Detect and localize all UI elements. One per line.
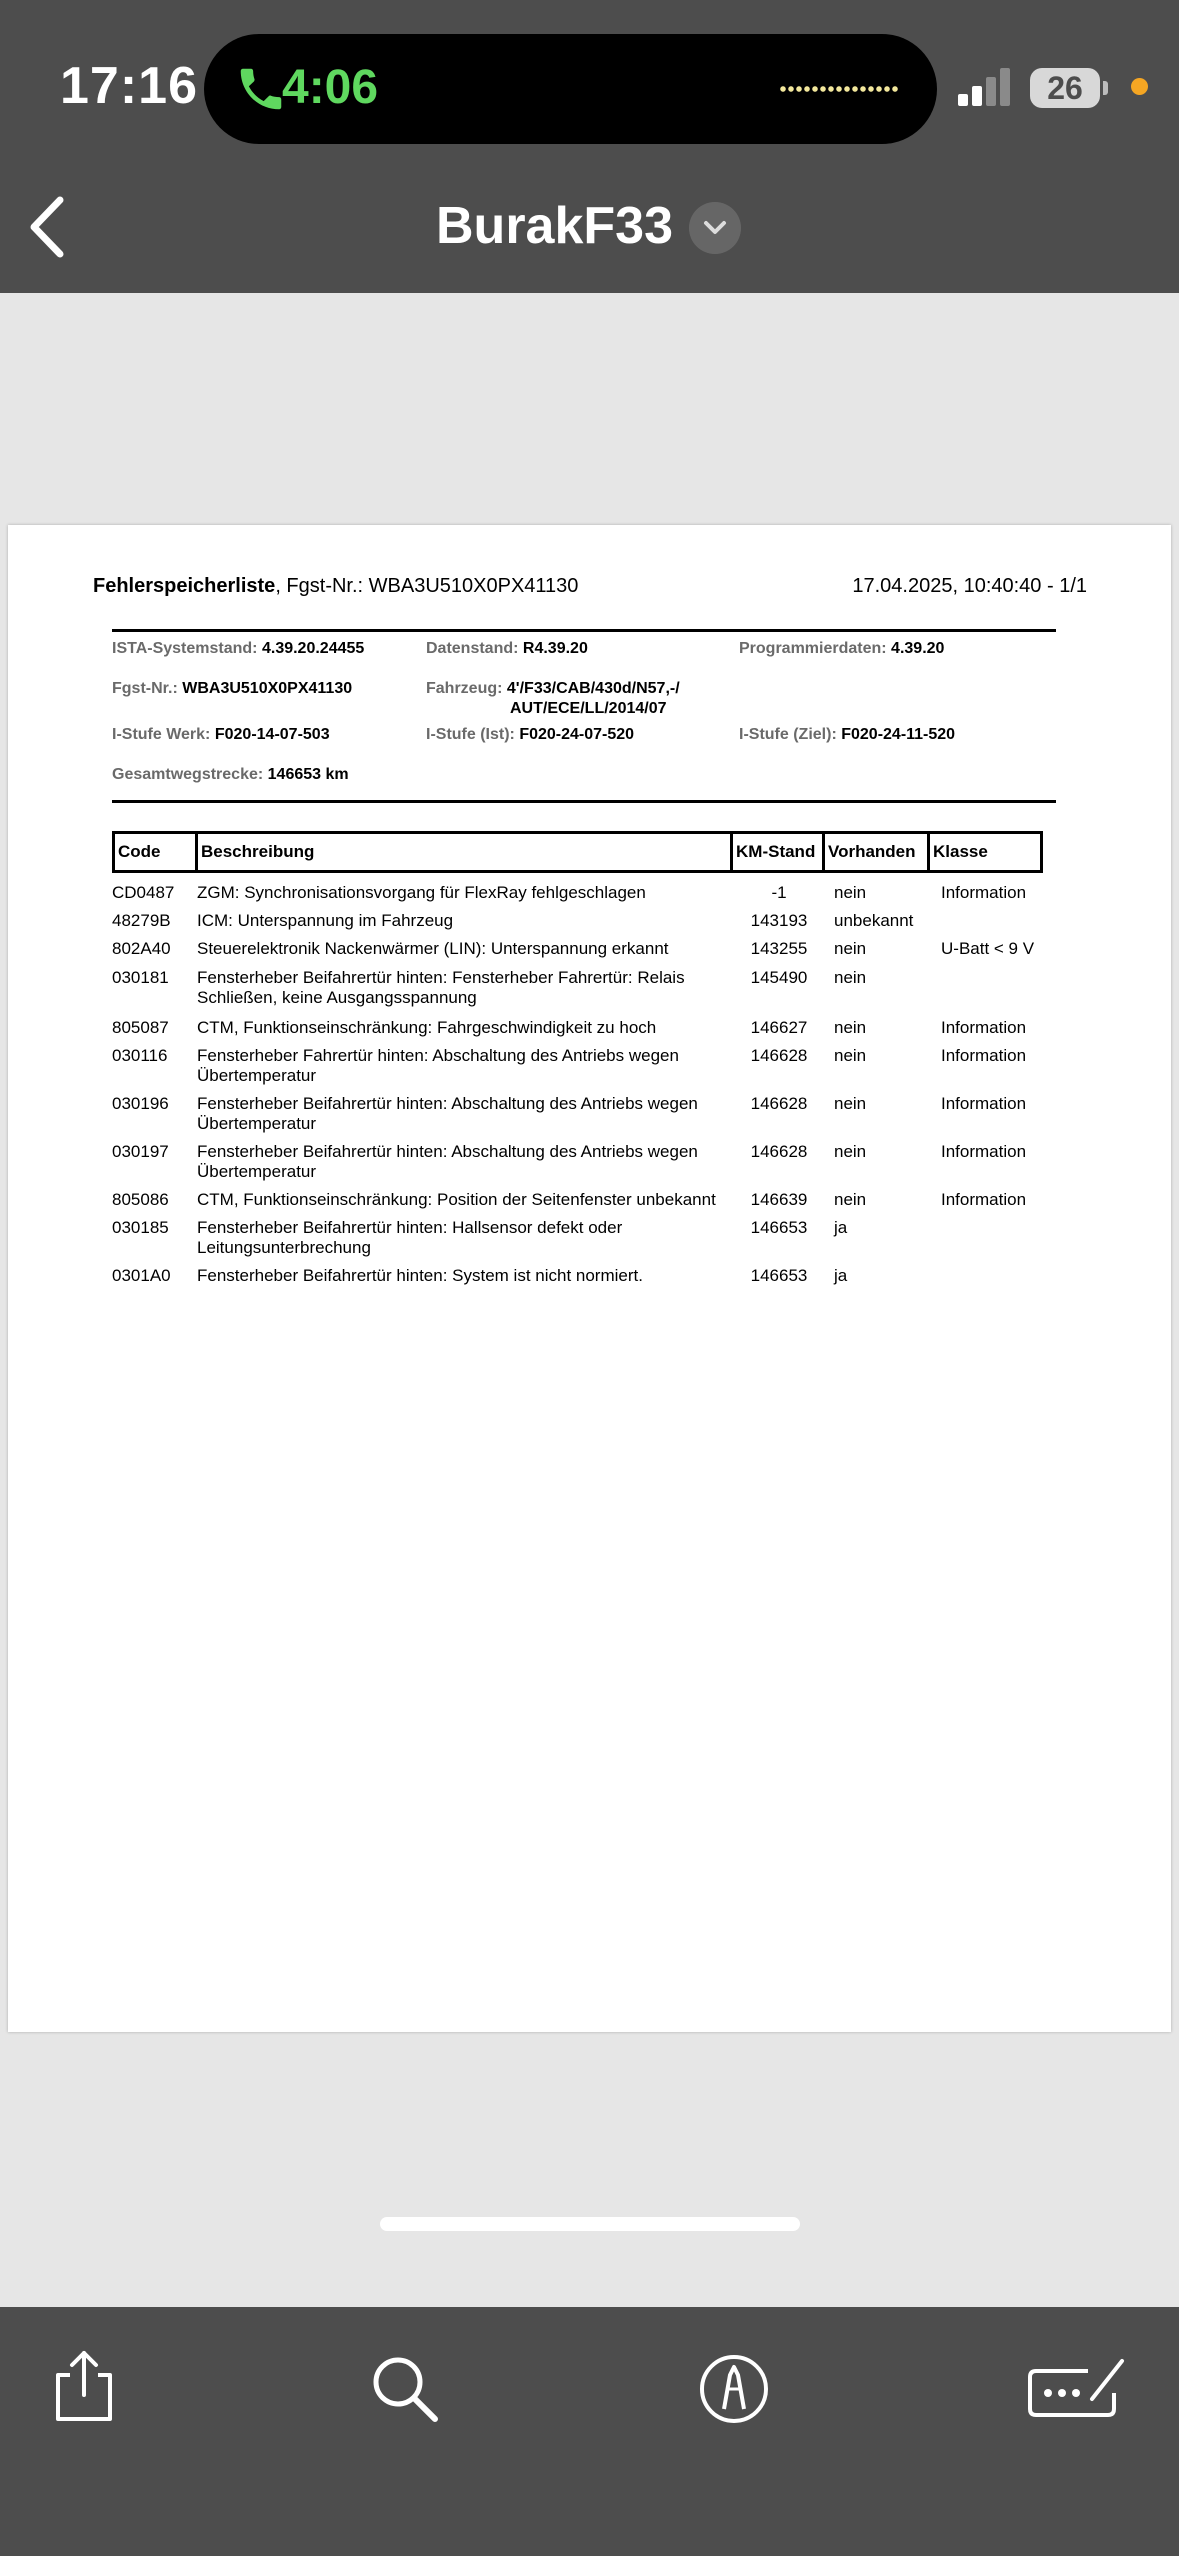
cell-description: Fensterheber Beifahrertür hinten: Abschaltung des Antriebs wegen Übertemperatur xyxy=(197,1142,698,1181)
cell-km: 146653 xyxy=(750,1218,808,1237)
status-time: 17:16 xyxy=(60,57,198,115)
info-datenstand: Datenstand: R4.39.20 xyxy=(426,640,588,657)
cell-description: Fensterheber Beifahrertür hinten: Hallsensor defekt oder Leitungsunterbrechung xyxy=(197,1218,623,1257)
cell-code: 802A40 xyxy=(112,939,171,958)
cell-vorhanden: ja xyxy=(834,1266,848,1285)
cell-description: CTM, Funktionseinschränkung: Fahrgeschwindigkeit zu hoch xyxy=(197,1018,657,1037)
bottom-toolbar xyxy=(0,2307,1179,2556)
cell-description: ICM: Unterspannung im Fahrzeug xyxy=(197,911,454,930)
cell-vorhanden: ja xyxy=(834,1218,848,1237)
info-istufe-werk: I-Stufe Werk: F020-14-07-503 xyxy=(112,726,330,743)
top-bar xyxy=(0,0,1179,293)
markup-pen-icon[interactable] xyxy=(694,2349,774,2429)
battery-indicator: 26 xyxy=(1030,68,1100,108)
share-icon[interactable] xyxy=(44,2345,124,2425)
cell-vorhanden: unbekannt xyxy=(834,911,914,930)
header-vorhanden: Vorhanden xyxy=(822,831,930,873)
cell-km: 146628 xyxy=(750,1046,808,1065)
cell-km: 143255 xyxy=(750,939,808,958)
cell-vorhanden: nein xyxy=(834,1046,867,1065)
cell-klasse: Information xyxy=(941,1142,1027,1161)
fault-memory-document xyxy=(8,525,1171,2032)
cell-km: 146628 xyxy=(750,1094,808,1113)
cell-klasse: U-Batt < 9 V xyxy=(941,939,1035,958)
dynamic-island-call[interactable] xyxy=(204,34,937,144)
cell-code: 48279B xyxy=(112,911,171,930)
cell-code: 0301A0 xyxy=(112,1266,171,1285)
signature-icon[interactable] xyxy=(1026,2349,1126,2429)
info-ista: ISTA-Systemstand: 4.39.20.24455 xyxy=(112,640,365,657)
cell-code: 030116 xyxy=(112,1046,168,1065)
header-km-stand: KM-Stand xyxy=(730,831,825,873)
cell-km: 146653 xyxy=(750,1266,808,1285)
chevron-down-icon[interactable] xyxy=(689,202,741,254)
microphone-in-use-dot xyxy=(1131,78,1148,95)
cellular-signal-icon xyxy=(958,68,1012,106)
audio-waveform-icon xyxy=(779,84,899,94)
cell-code: 030185 xyxy=(112,1218,169,1237)
cell-code: 805086 xyxy=(112,1190,169,1209)
cell-vorhanden: nein xyxy=(834,1094,867,1113)
search-icon[interactable] xyxy=(365,2349,445,2429)
document-title[interactable]: BurakF33 xyxy=(436,197,673,255)
info-istufe-ziel: I-Stufe (Ziel): F020-24-11-520 xyxy=(739,726,956,743)
cell-vorhanden: nein xyxy=(834,1142,867,1161)
cell-klasse: Information xyxy=(941,1046,1027,1065)
cell-km: 143193 xyxy=(750,911,808,930)
document-header-title: Fehlerspeicherliste, Fgst-Nr.: WBA3U510X0PX41130 xyxy=(93,575,579,597)
header-klasse: Klasse xyxy=(927,831,1043,873)
pdf-page xyxy=(8,525,1171,2032)
cell-km: 145490 xyxy=(750,968,808,987)
cell-klasse: Information xyxy=(941,1094,1027,1113)
cell-vorhanden: nein xyxy=(834,939,867,958)
cell-description: Fensterheber Fahrertür hinten: Abschaltung des Antriebs wegen Übertemperatur xyxy=(197,1046,679,1085)
cell-vorhanden: nein xyxy=(834,1190,867,1209)
cell-code: 030181 xyxy=(112,968,169,987)
cell-klasse: Information xyxy=(941,1190,1027,1209)
cell-km: 146627 xyxy=(750,1018,808,1037)
header-code: Code xyxy=(112,831,198,873)
cell-km: 146628 xyxy=(750,1142,808,1161)
phone-icon xyxy=(234,62,288,116)
cell-code: CD0487 xyxy=(112,883,175,902)
divider xyxy=(112,629,1056,632)
cell-code: 030197 xyxy=(112,1142,169,1161)
cell-description: Fensterheber Beifahrertür hinten: Abschaltung des Antriebs wegen Übertemperatur xyxy=(197,1094,698,1133)
divider xyxy=(112,800,1056,803)
info-programmdaten: Programmierdaten: 4.39.20 xyxy=(739,640,945,657)
cell-description: ZGM: Synchronisationsvorgang für FlexRay fehlgeschlagen xyxy=(197,883,646,902)
back-chevron-icon[interactable] xyxy=(22,192,72,262)
cell-km: 146639 xyxy=(750,1190,808,1209)
cell-description: CTM, Funktionseinschränkung: Position der Seitenfenster unbekannt xyxy=(197,1190,716,1209)
cell-code: 805087 xyxy=(112,1018,169,1037)
cell-code: 030196 xyxy=(112,1094,169,1113)
info-fgst: Fgst-Nr.: WBA3U510X0PX41130 xyxy=(112,680,353,697)
header-beschreibung: Beschreibung xyxy=(195,831,733,873)
info-gesamtwegstrecke: Gesamtwegstrecke: 146653 km xyxy=(112,766,349,783)
cell-vorhanden: nein xyxy=(834,968,867,987)
info-fahrzeug: Fahrzeug: 4'/F33/CAB/430d/N57,-/ AUT/ECE/LL/2014/07 xyxy=(426,680,680,717)
home-indicator xyxy=(380,2217,800,2231)
cell-km: -1 xyxy=(771,883,787,902)
cell-vorhanden: nein xyxy=(834,1018,867,1037)
info-istufe-ist: I-Stufe (Ist): F020-24-07-520 xyxy=(426,726,635,743)
cell-vorhanden: nein xyxy=(834,883,867,902)
cell-description: Fensterheber Beifahrertür hinten: System ist nicht normiert. xyxy=(197,1266,643,1285)
cell-description: Fensterheber Beifahrertür hinten: Fensterheber Fahrertür: Relais Schließen, keine Ausgangsspannung xyxy=(197,968,685,1007)
cell-klasse: Information xyxy=(941,883,1027,902)
cell-klasse: Information xyxy=(941,1018,1027,1037)
document-timestamp: 17.04.2025, 10:40:40 - 1/1 xyxy=(852,575,1087,597)
cell-description: Steuerelektronik Nackenwärmer (LIN): Unterspannung erkannt xyxy=(197,939,669,958)
call-duration: 4:06 xyxy=(282,61,379,114)
